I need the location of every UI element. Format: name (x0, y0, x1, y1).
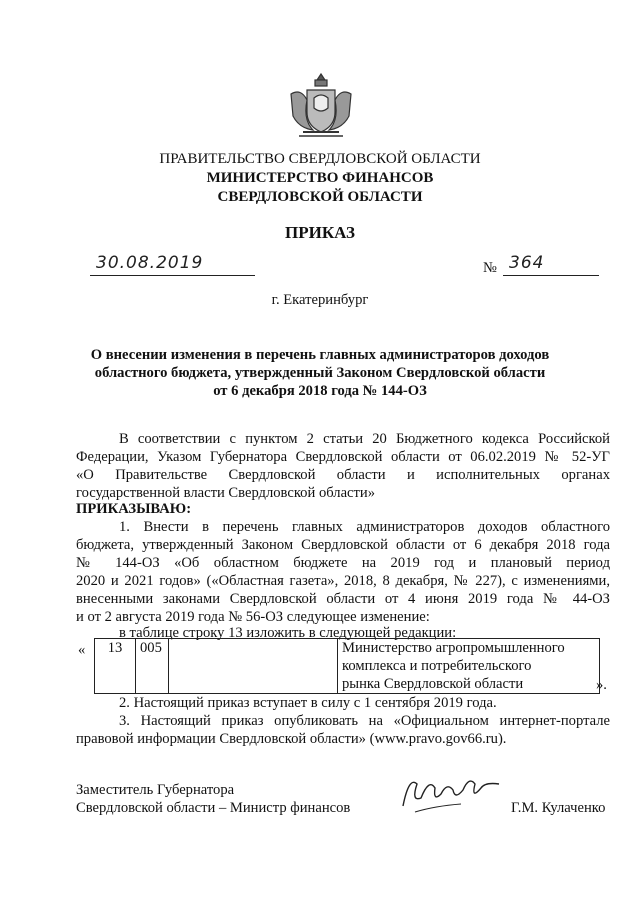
item-1-line-1: 1. Внести в перечень главных администраторов доходов областного (119, 519, 610, 535)
replacement-table (94, 638, 600, 694)
number-label: № (483, 260, 497, 276)
order-title-line-3: от 6 декабря 2018 года № 144-ОЗ (213, 383, 427, 399)
intro-line-4: государственной власти Свердловской области» (76, 485, 376, 501)
item-3-line-1: 3. Настоящий приказ опубликовать на «Официальном интернет-портале (119, 713, 610, 729)
item-3-line-2: правовой информации Свердловской области» (www.pravo.gov66.ru). (76, 731, 507, 747)
item-1-line-6: и от 2 августа 2019 года № 56-ОЗ следующее изменение: (76, 609, 430, 625)
signer-role-line-2: Свердловской области – Министр финансов (76, 800, 351, 816)
administrator-line-3: рынка Свердловской области (342, 676, 524, 692)
table-cell-empty (169, 639, 338, 694)
city: г. Екатеринбург (271, 292, 369, 308)
intro-line-3: «О Правительстве Свердловской области и исполнительных органах (76, 467, 610, 483)
document-type: ПРИКАЗ (285, 223, 355, 242)
handwritten-signature (395, 768, 505, 818)
administrator-line-2: комплекса и потребительского (342, 658, 532, 674)
item-1-line-3: № 144-ОЗ «Об областном бюджете на 2019 год и плановый период (76, 555, 610, 571)
table-open-quote: « (78, 642, 86, 658)
table-cell-administrator (338, 639, 600, 694)
intro-line-2: Федерации, Указом Губернатора Свердловской области от 06.02.2019 № 52-УГ (76, 449, 610, 465)
item-1-line-2: бюджета, утвержденный Законом Свердловской области от 6 декабря 2018 года (76, 537, 610, 553)
signer-name: Г.М. Кулаченко (511, 800, 606, 816)
number-field (503, 255, 599, 276)
ministry-title-line-1: МИНИСТЕРСТВО ФИНАНСОВ (206, 170, 434, 186)
intro-line-1: В соответствии с пунктом 2 статьи 20 Бюджетного кодекса Российской (119, 431, 610, 447)
administrator-line-1: Министерство агропромышленного (342, 640, 565, 656)
signer-role-line-1: Заместитель Губернатора (76, 782, 235, 798)
item-2: 2. Настоящий приказ вступает в силу с 1 сентября 2019 года. (119, 695, 497, 711)
order-title-line-1: О внесении изменения в перечень главных администраторов доходов (90, 347, 550, 363)
handwritten-date: 30.08.2019 (96, 253, 204, 273)
table-cell-row-number: 13 (95, 639, 136, 694)
coat-of-arms-emblem (285, 70, 357, 142)
order-keyword: ПРИКАЗЫВАЮ: (76, 501, 192, 517)
item-1-line-5: внесенными законами Свердловской области от 4 июня 2019 года № 44-ОЗ (76, 591, 610, 607)
government-title: ПРАВИТЕЛЬСТВО СВЕРДЛОВСКОЙ ОБЛАСТИ (159, 151, 481, 167)
table-close-quote: ». (596, 677, 607, 693)
date-field (90, 255, 255, 276)
ministry-title-line-2: СВЕРДЛОВСКОЙ ОБЛАСТИ (217, 189, 423, 205)
table-row (95, 639, 600, 694)
item-1-line-4: 2020 и 2021 годов» («Областная газета», 2018, 8 декабря, № 227), с изменениями, (76, 573, 610, 589)
order-title-line-2: областного бюджета, утвержденный Законом Свердловской области (94, 365, 546, 381)
table-cell-code: 005 (136, 639, 169, 694)
handwritten-number: 364 (509, 253, 545, 273)
item-1-line-7: в таблице строку 13 изложить в следующей редакции: (119, 625, 457, 641)
